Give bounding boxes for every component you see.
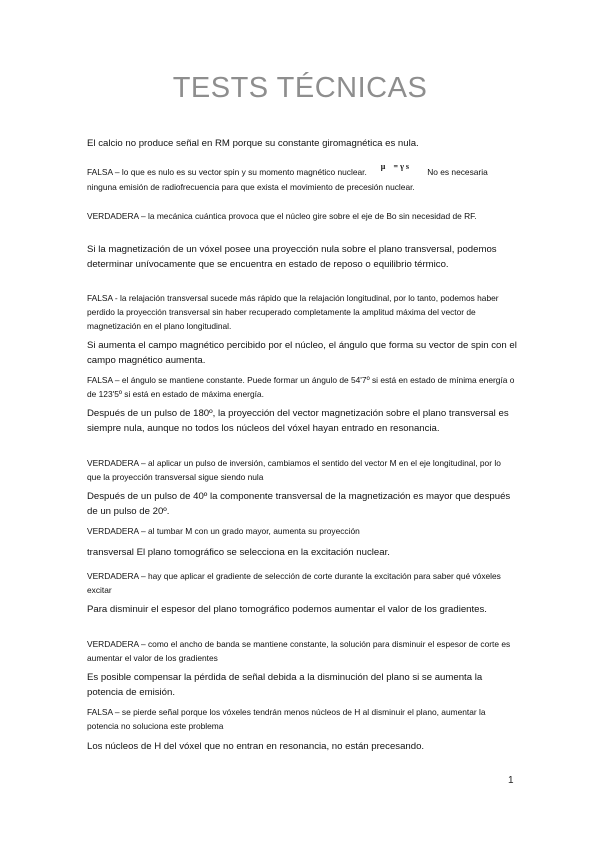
question-calcio: El calcio no produce señal en RM porque su constante giromagnética es nula. xyxy=(87,138,419,149)
magnetic-moment-formula: μ⃗ = γ s⃗ xyxy=(380,162,416,171)
answer-calcio-continuation: No es necesaria ninguna emisión de radiofrecuencia para que exista el movimiento de precesión nuclear. xyxy=(87,167,488,192)
answer-calcio-text: FALSA – lo que es nulo es su vector spin y su momento magnético nuclear. xyxy=(87,167,367,177)
answer-pulso-180: VERDADERA – al aplicar un pulso de inversión, cambiamos el sentido del vector M en el eje longitudinal, por lo que la proyección transversal sigue siendo nula xyxy=(87,458,501,482)
page-number: 1 xyxy=(508,775,514,786)
answer-plano-tomografico: VERDADERA – hay que aplicar el gradiente de selección de corte durante la excitación para saber qué vóxeles excitar xyxy=(87,571,501,595)
answer-magnetizacion-voxel: FALSA - la relajación transversal sucede más rápido que la relajación longitudinal, por lo tanto, podemos haber perdido la proyección transversal sin haber recuperado completamente la amplitud máxima del vector de magnetización en el plano longitudinal. xyxy=(87,293,499,331)
answer-campo-magnetico: FALSA – el ángulo se mantiene constante. Puede formar un ángulo de 54'7º si está en estado de mínima energía o de 123'5º si está en estado de máxima energía. xyxy=(87,375,515,399)
answer-perdida-senal: FALSA – se pierde señal porque los vóxeles tendrán menos núcleos de H al disminuir el plano, aumentar la potencia no soluciona este problema xyxy=(87,707,486,731)
question-plano-tomografico: transversal El plano tomográfico se selecciona en la excitación nuclear. xyxy=(87,547,390,558)
question-perdida-senal: Es posible compensar la pérdida de señal debida a la disminución del plano si se aumenta la potencia de emisión. xyxy=(87,672,483,698)
question-magnetizacion-voxel: Si la magnetización de un vóxel posee una proyección nula sobre el plano transversal, podemos determinar unívocamente que se encuentra en estado de reposo o equilibrio térmico. xyxy=(87,244,497,270)
answer-espesor: VERDADERA – como el ancho de banda se mantiene constante, la solución para disminuir el espesor de corte es aumentar el valor de los gradientes xyxy=(87,639,511,663)
question-nucleos-h: Los núcleos de H del vóxel que no entran en resonancia, no están precesando. xyxy=(87,741,425,752)
question-espesor: Para disminuir el espesor del plano tomográfico podemos aumentar el valor de los gradientes. xyxy=(87,604,487,615)
question-campo-magnetico: Si aumenta el campo magnético percibido por el núcleo, el ángulo que forma su vector de spin con el campo magnético aumenta. xyxy=(87,340,517,366)
answer-calcio xyxy=(87,162,517,194)
answer-pulso-40: VERDADERA – al tumbar M con un grado mayor, aumenta su proyección xyxy=(87,526,360,536)
question-pulso-180: Después de un pulso de 180º, la proyección del vector magnetización sobre el plano transversal es siempre nula, aunque no todos los núcleos del vóxel hayan entrado en resonancia. xyxy=(87,408,509,434)
answer-calcio-alt: VERDADERA – la mecánica cuántica provoca que el núcleo gire sobre el eje de Bo sin necesidad de RF. xyxy=(87,211,477,221)
page-title: TESTS TÉCNICAS xyxy=(172,72,428,104)
question-pulso-40: Después de un pulso de 40º la componente transversal de la magnetización es mayor que después de un pulso de 20º. xyxy=(87,491,511,517)
